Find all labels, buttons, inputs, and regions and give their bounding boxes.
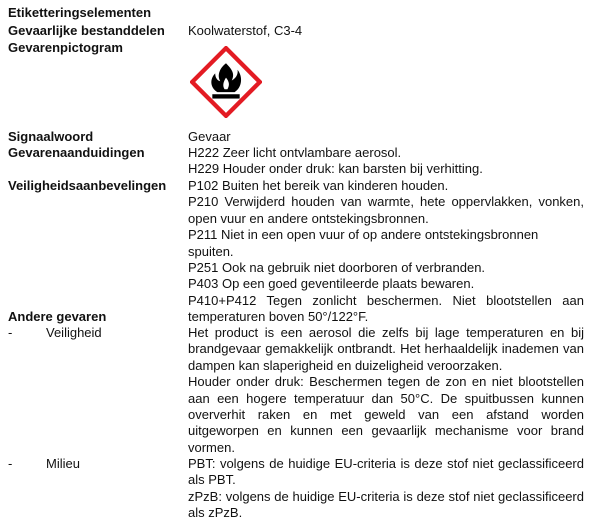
safety-label-row — [8, 325, 102, 340]
safety-text — [188, 325, 584, 456]
precautionary-statement: P403 Op een goed geventileerde plaats bewaren. — [188, 276, 475, 292]
pictogram-label: Gevarenpictogram — [8, 40, 123, 55]
hazardous-components-label: Gevaarlijke bestanddelen — [8, 23, 165, 38]
precautionary-statements-label: Veiligheidsaanbevelingen — [8, 178, 167, 193]
hazard-statements-list — [188, 145, 584, 178]
hazard-statement: H229 Houder onder druk: kan barsten bij verhitting. — [188, 161, 483, 177]
section-heading: Etiketteringselementen — [8, 5, 152, 20]
safety-label: Veiligheid — [46, 325, 102, 340]
precautionary-statements-list — [188, 178, 584, 326]
precautionary-statement: P102 Buiten het bereik van kinderen houden. — [188, 178, 449, 193]
precautionary-statement: P211 Niet in een open vuur of op andere ontstekingsbronnen spuiten. — [188, 227, 539, 259]
precautionary-statement: P210 Verwijderd houden van warmte, hete oppervlakken, vonken, open vuur en andere ontstekingsbronnen. — [188, 194, 584, 226]
environment-paragraph: zPzB: volgens de huidige EU-criteria is deze stof niet geclassificeerd als zPzB. — [188, 488, 584, 521]
safety-paragraph: Het product is een aerosol die zelfs bij lage temperaturen en bij brandgevaar gemakkelijk ontbrandt. Het herhaaldelijk inademen van dampen kan slaperigheid en duizeligheid veroorzaken. — [188, 325, 584, 373]
flame-ghs02-icon — [190, 46, 262, 118]
list-dash: - — [8, 456, 13, 471]
environment-label-row — [8, 456, 80, 471]
list-dash: - — [8, 325, 13, 340]
environment-text — [188, 456, 584, 522]
hazard-statements-label: Gevarenaanduidingen — [8, 145, 145, 160]
precautionary-statement: P410+P412 Tegen zonlicht beschermen. Niet blootstellen aan temperaturen boven 50°/122°F. — [188, 292, 584, 325]
signal-word-label: Signaalwoord — [8, 129, 94, 144]
other-hazards-label: Andere gevaren — [8, 309, 107, 324]
safety-paragraph: Houder onder druk: Beschermen tegen de zon en niet blootstellen aan een hogere temperatuur dan 50°C. De spuitbussen kunnen oververhit raken en met geweld van een afstand worden uitgeworpen en kunnen een gevaarlijk mechanisme voor brand vormen. — [188, 374, 584, 455]
environment-paragraph: PBT: volgens de huidige EU-criteria is deze stof niet geclassificeerd als PBT. — [188, 456, 584, 488]
hazard-statement: H222 Zeer licht ontvlambare aerosol. — [188, 145, 402, 160]
signal-word-value: Gevaar — [188, 129, 231, 144]
environment-label: Milieu — [46, 456, 80, 471]
hazardous-components-value: Koolwaterstof, C3-4 — [188, 23, 303, 38]
precautionary-statement: P251 Ook na gebruik niet doorboren of verbranden. — [188, 260, 486, 276]
